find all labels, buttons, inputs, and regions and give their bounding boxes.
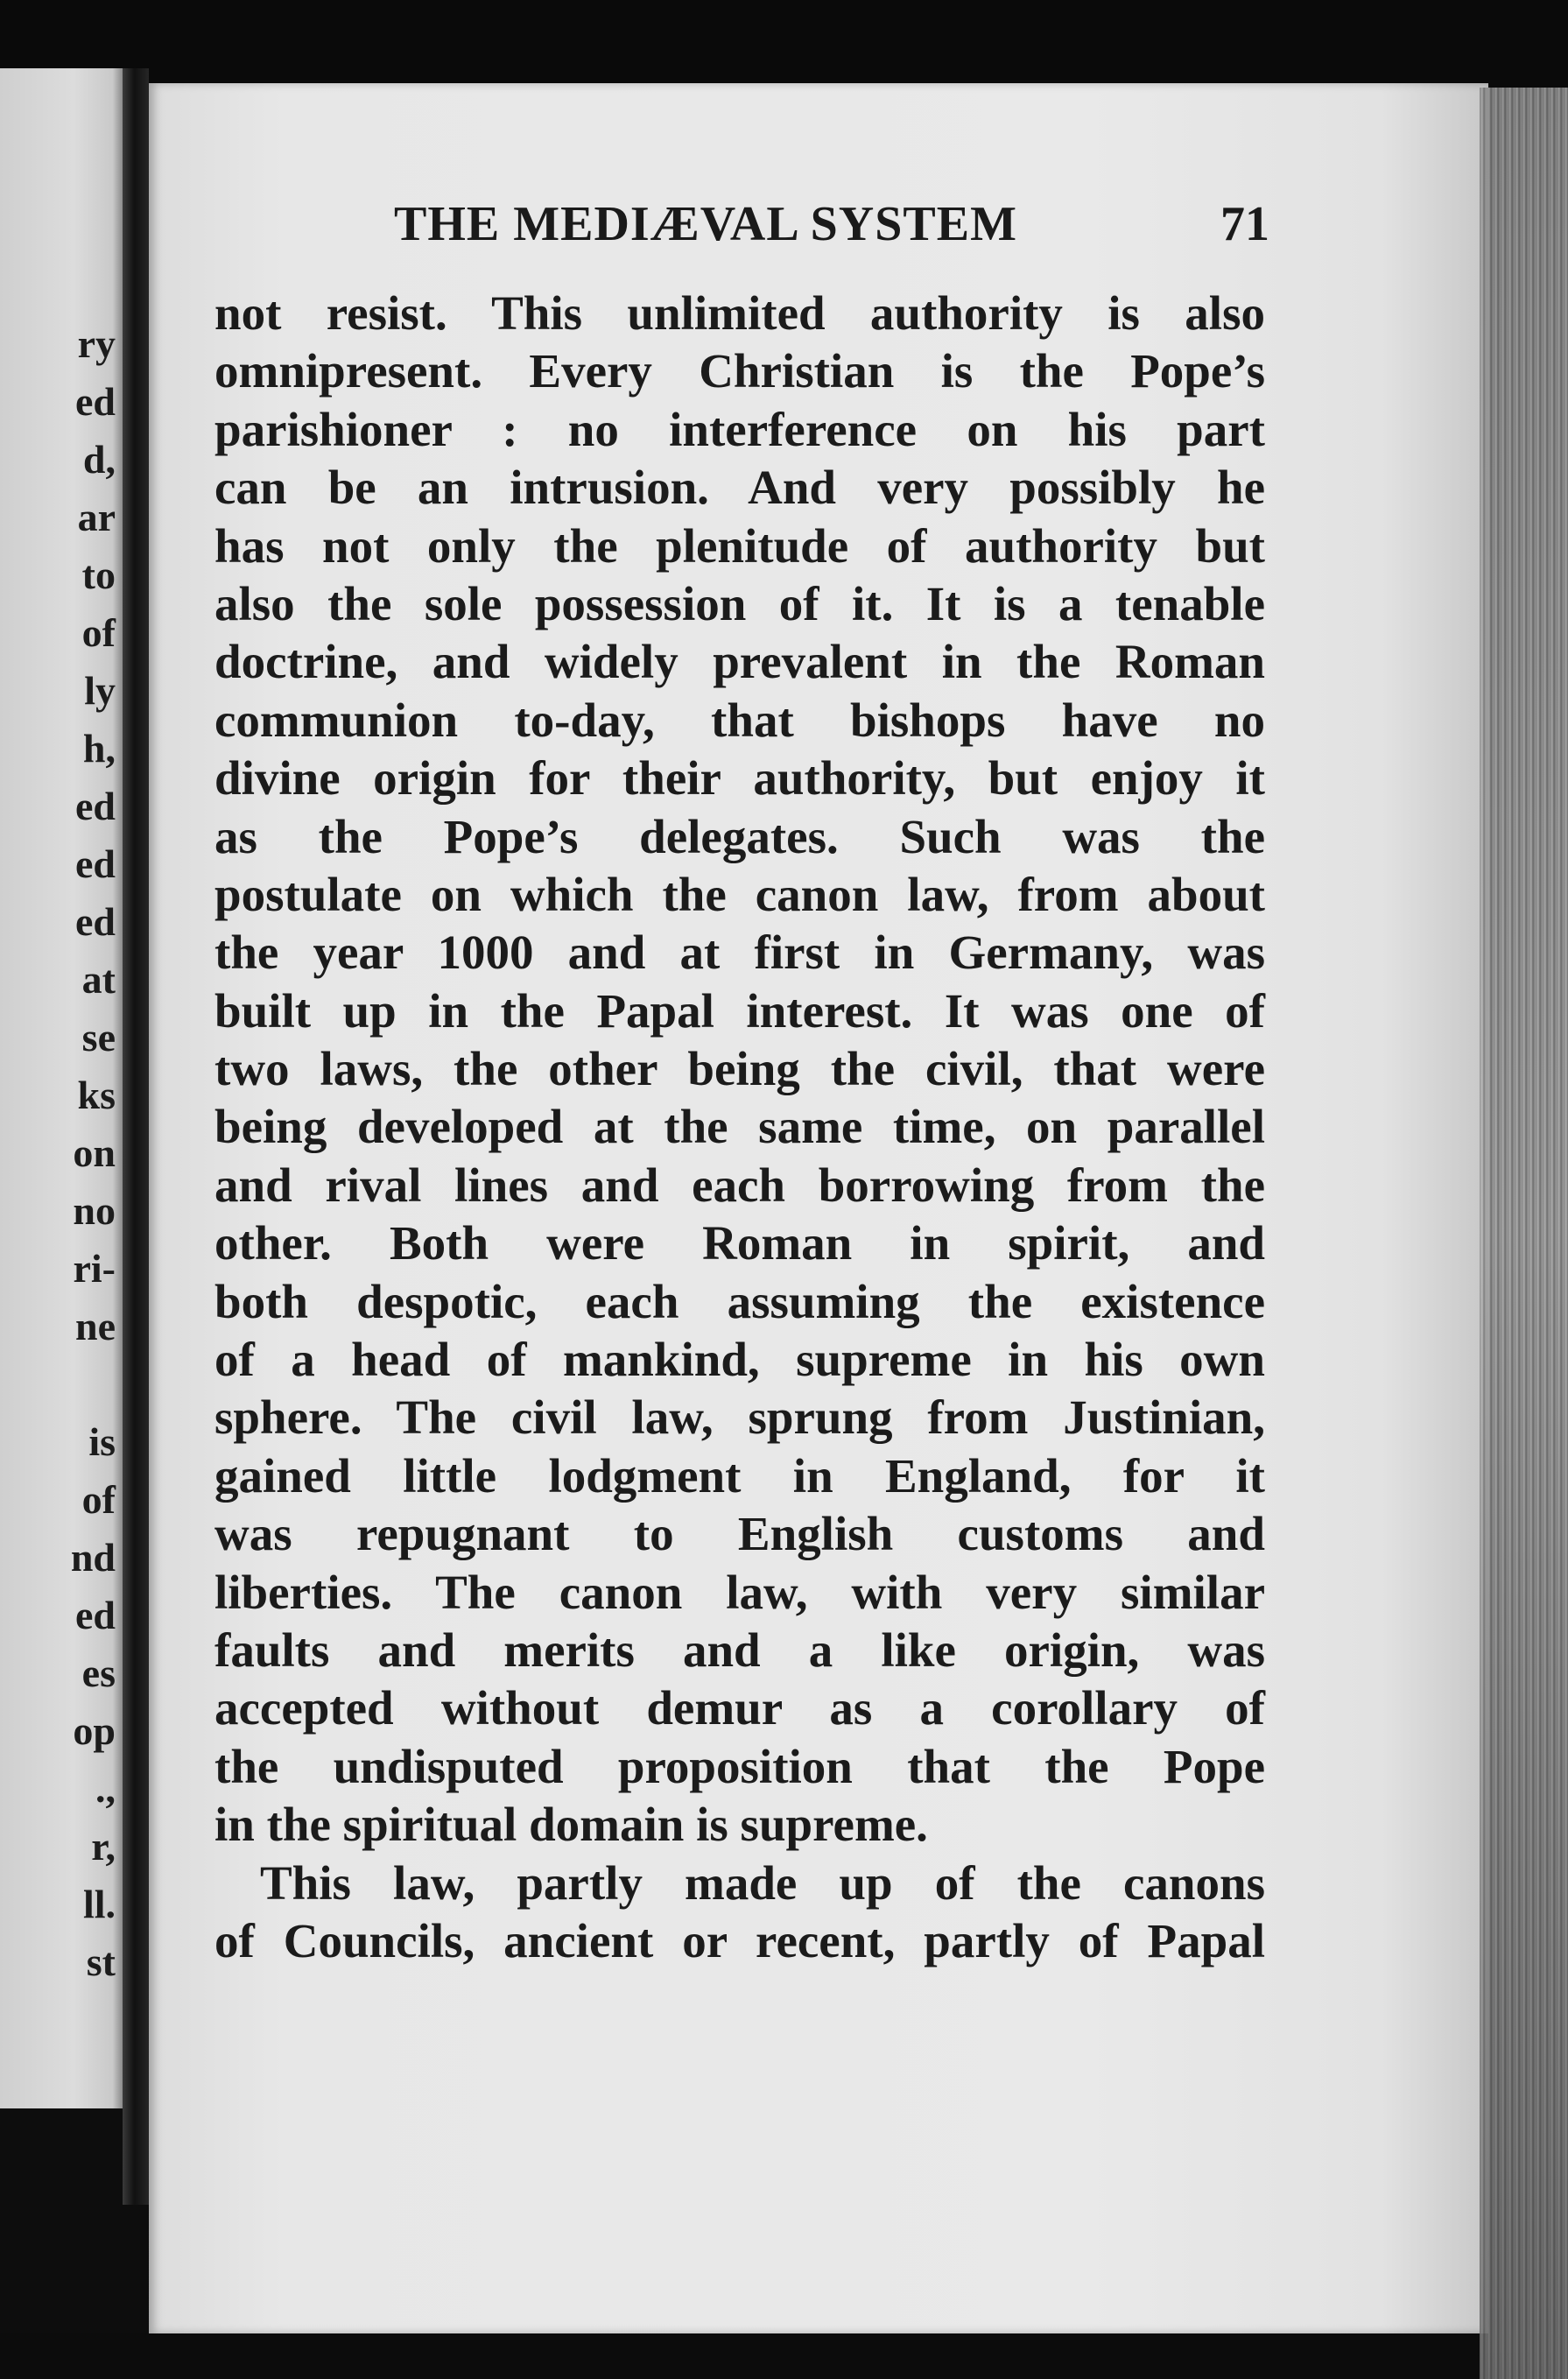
text-line: two laws, the other being the civil, that were <box>214 1042 1265 1096</box>
fragment-line: to <box>81 553 116 597</box>
text-line: the undisputed proposition that the Pope <box>214 1739 1265 1793</box>
fragment-line: d, <box>82 437 116 482</box>
text-line: was repugnant to English customs and <box>214 1507 1265 1561</box>
text-line: not resist. This unlimited authority is also <box>214 286 1265 340</box>
fragment-line: ks <box>77 1073 116 1117</box>
text-line: parishioner : no interference on his part <box>214 402 1265 456</box>
text-line: built up in the Papal interest. It was one of <box>214 983 1265 1038</box>
text-line: of a head of mankind, supreme in his own <box>214 1333 1265 1387</box>
text-line: the year 1000 and at first in Germany, was <box>214 926 1265 980</box>
text-line: accepted without demur as a corollary of <box>214 1681 1265 1735</box>
fragment-line: ly <box>84 668 116 713</box>
fragment-line: es <box>81 1651 116 1695</box>
paragraph-start-line: This law, partly made up of the canons <box>260 1855 1265 1910</box>
fragment-line: ll. <box>82 1882 116 1926</box>
facing-page-fragment <box>0 68 123 2108</box>
fragment-line <box>71 1355 116 1413</box>
text-line: as the Pope’s delegates. Such was the <box>214 809 1265 863</box>
fragment-line: on <box>73 1130 116 1175</box>
fragment-line: se <box>81 1015 116 1059</box>
scan-top-border <box>0 0 1568 88</box>
fragment-line: ed <box>75 1593 116 1637</box>
fragment-line: r, <box>91 1824 116 1869</box>
book-gutter <box>123 68 149 2205</box>
fragment-line: h, <box>82 726 116 771</box>
fragment-line: ne <box>75 1304 116 1348</box>
text-line: other. Both were Roman in spirit, and <box>214 1216 1265 1270</box>
text-line: gained little lodgment in England, for it <box>214 1448 1265 1503</box>
text-line: and rival lines and each borrowing from the <box>214 1158 1265 1212</box>
fragment-line: st <box>86 1939 116 1984</box>
text-line: communion to-day, that bishops have no <box>214 693 1265 747</box>
fragment-line: ry <box>77 321 116 366</box>
text-line: faults and merits and a like origin, was <box>214 1622 1265 1677</box>
text-line: postulate on which the canon law, from about <box>214 867 1265 921</box>
text-line: divine origin for their authority, but enjoy it <box>214 751 1265 806</box>
fragment-line: ri- <box>73 1246 116 1291</box>
fragment-line: at <box>81 957 116 1002</box>
running-head-title: THE MEDIÆVAL SYSTEM <box>394 197 1017 251</box>
fragment-line: ed <box>75 841 116 886</box>
fragment-line: of <box>81 610 116 655</box>
running-head <box>385 196 1269 257</box>
facing-page-line-endings <box>71 315 116 1991</box>
text-line: omnipresent. Every Christian is the Pope’s <box>214 344 1265 398</box>
body-text <box>214 285 1265 1970</box>
text-line: sphere. The civil law, sprung from Justinian, <box>214 1390 1265 1445</box>
fragment-line: no <box>73 1188 116 1233</box>
fragment-line: ., <box>95 1766 116 1811</box>
text-line: doctrine, and widely prevalent in the Roman <box>214 635 1265 689</box>
fragment-line: is <box>88 1419 116 1464</box>
text-line: liberties. The canon law, with very similar <box>214 1565 1265 1619</box>
fragment-line: op <box>73 1708 116 1753</box>
paragraph-end-line: in the spiritual domain is supreme. <box>214 1798 928 1852</box>
text-line: being developed at the same time, on parallel <box>214 1100 1265 1154</box>
scan-bottom-border <box>0 2333 1480 2379</box>
text-line: can be an intrusion. And very possibly he <box>214 461 1265 515</box>
fragment-line: of <box>81 1477 116 1522</box>
page-edges <box>1480 88 1568 2379</box>
fragment-line: ar <box>77 495 116 539</box>
fragment-line: ed <box>75 379 116 424</box>
fragment-line: ed <box>75 784 116 828</box>
fragment-line: nd <box>70 1535 116 1580</box>
text-line: both despotic, each assuming the existence <box>214 1274 1265 1328</box>
page-number: 71 <box>1220 197 1269 251</box>
fragment-line: ed <box>75 899 116 944</box>
text-line: also the sole possession of it. It is a tenable <box>214 576 1265 630</box>
text-line: of Councils, ancient or recent, partly of Papal <box>214 1913 1265 1967</box>
text-line: has not only the plenitude of authority but <box>214 518 1265 573</box>
